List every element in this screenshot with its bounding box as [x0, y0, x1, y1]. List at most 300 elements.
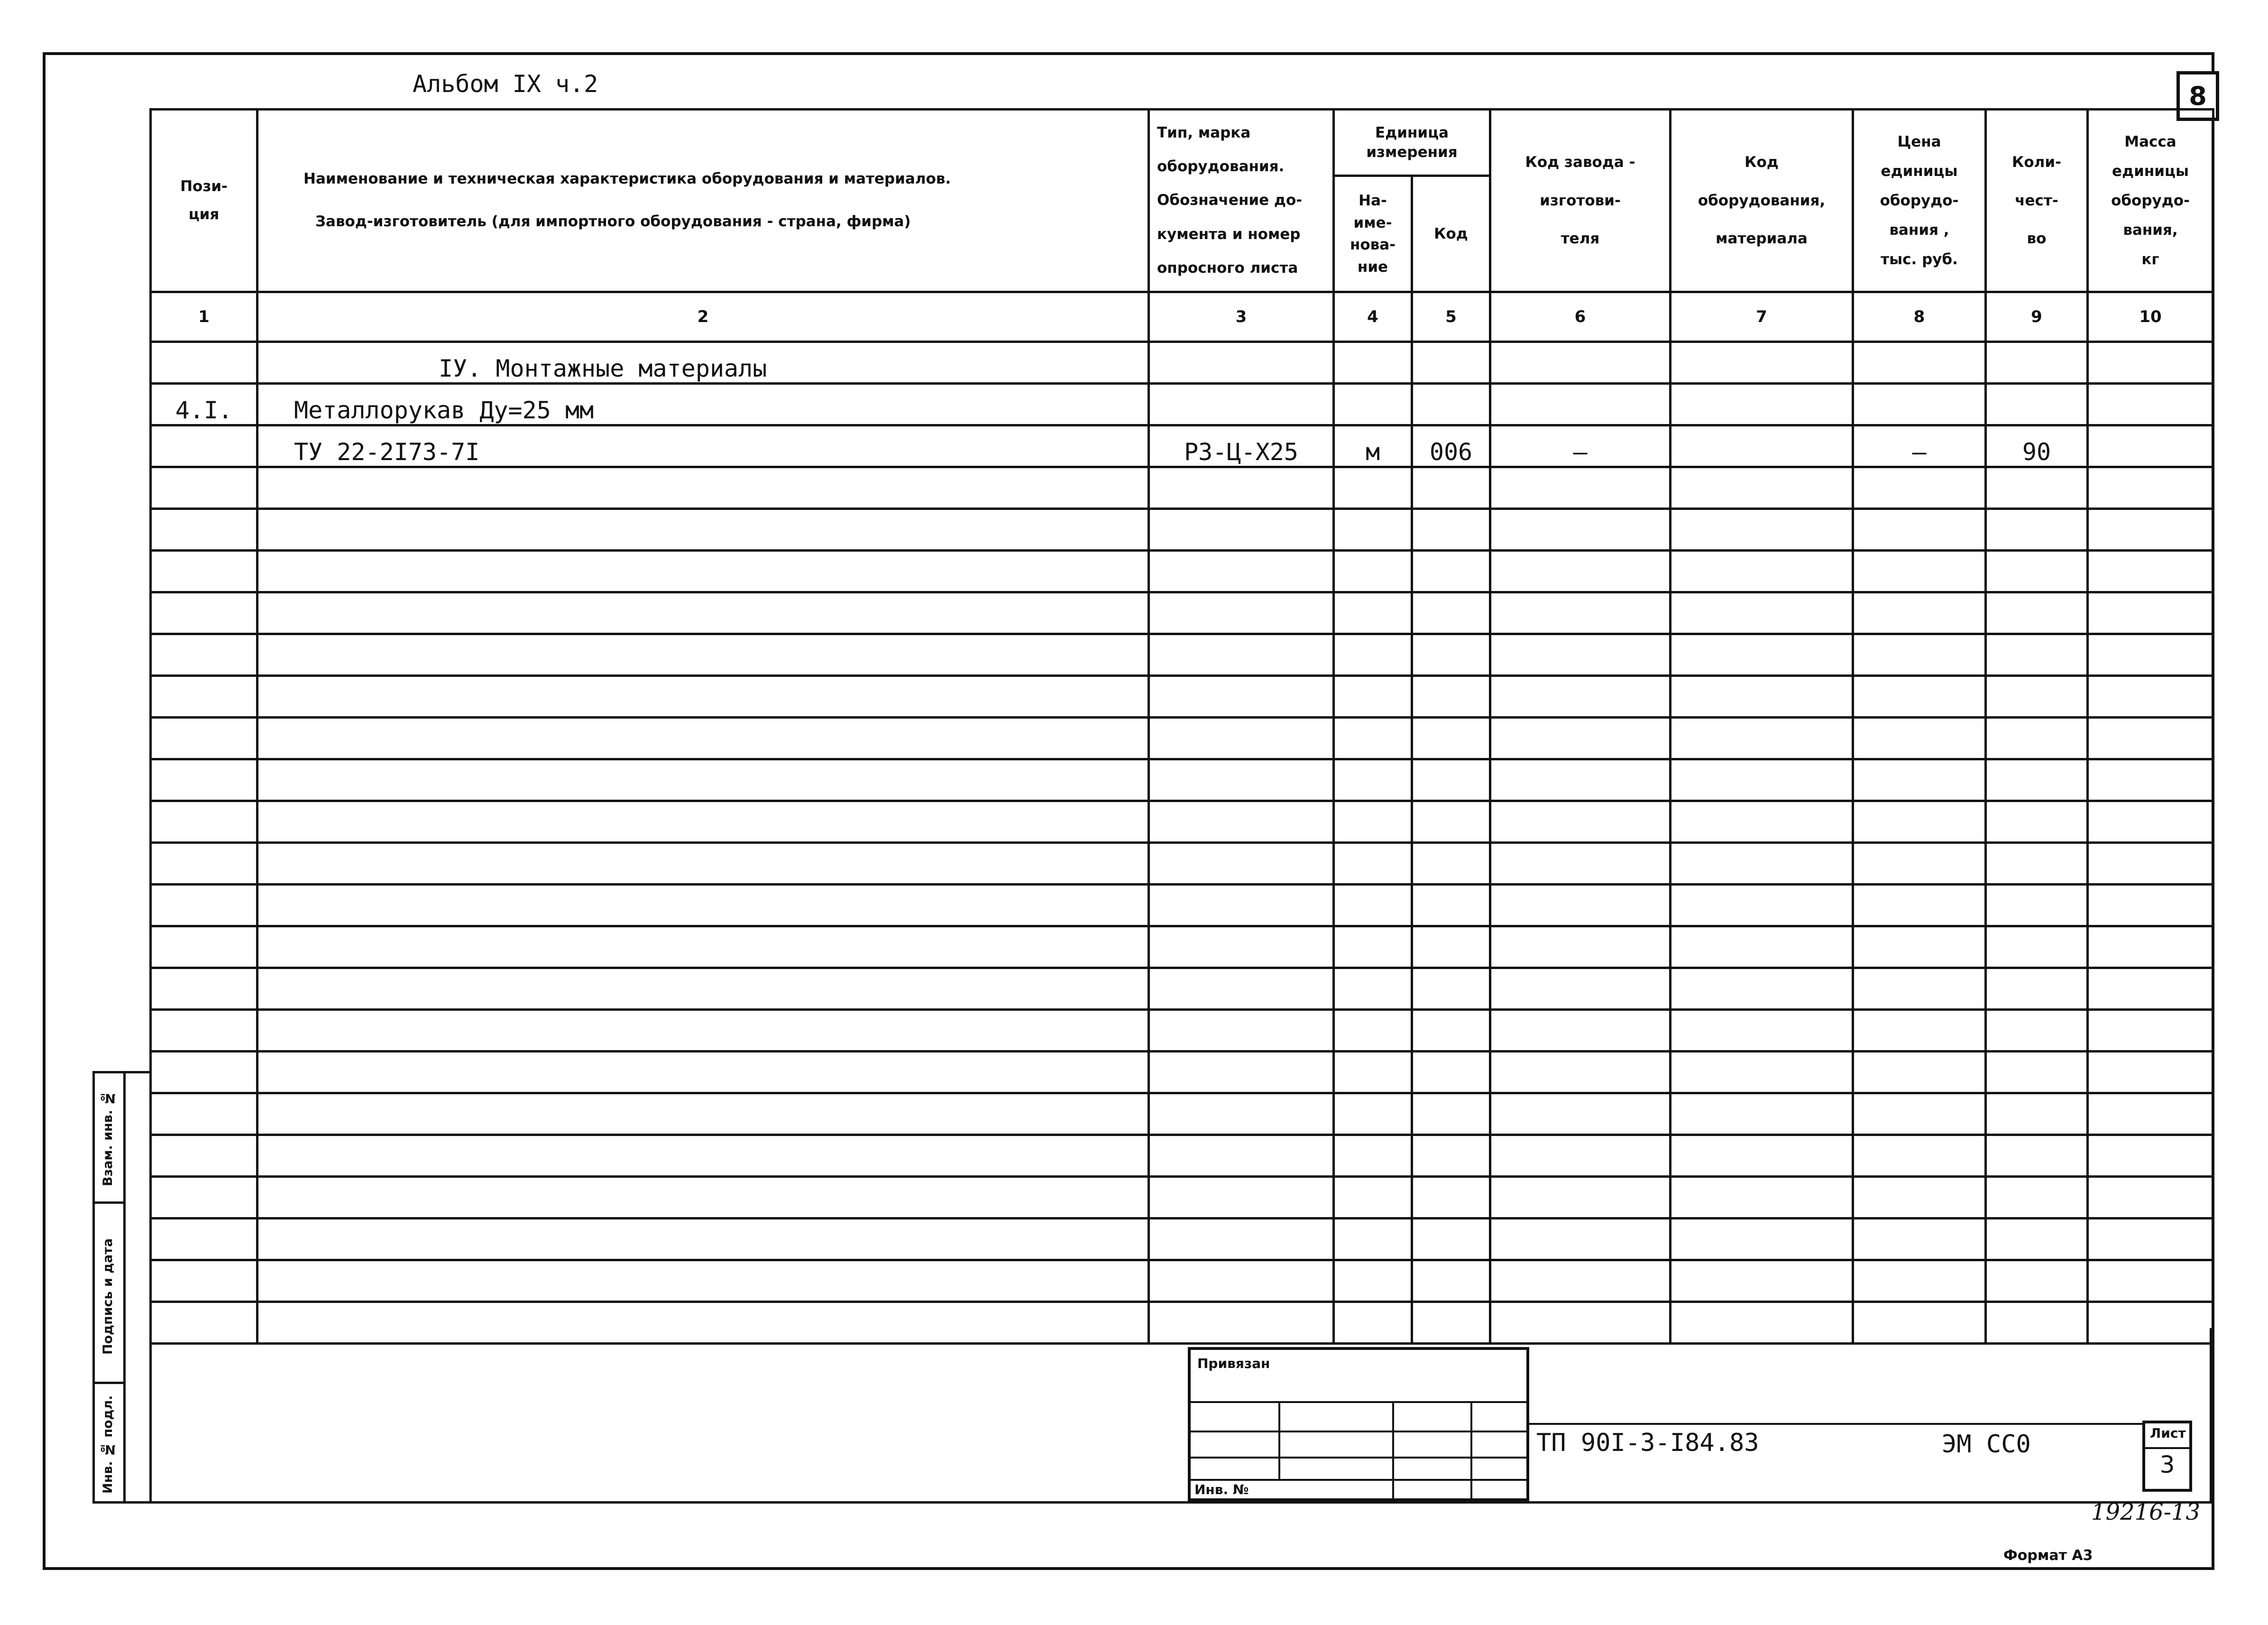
table-cell-2 [257, 1135, 1149, 1177]
album-title: Альбом IX ч.2 [413, 70, 598, 98]
table-row-empty [151, 759, 2213, 801]
stamp-line [1191, 1479, 1526, 1481]
table-cell-3 [1149, 592, 1334, 634]
col-number: 4 [1334, 292, 1412, 342]
table-cell-10 [2088, 968, 2213, 1010]
header-mass: Масса единицы оборудо- вания, кг [2088, 110, 2213, 292]
table-cell-1 [151, 885, 257, 926]
table-cell-8 [1853, 968, 1986, 1010]
table-cell-3 [1149, 342, 1334, 384]
table-cell-4 [1334, 968, 1412, 1010]
table-cell-5 [1412, 1052, 1490, 1093]
table-cell-9 [1986, 1177, 2088, 1219]
table-cell-10 [2088, 634, 2213, 676]
table-cell-9 [1986, 759, 2088, 801]
table-cell-6 [1490, 551, 1671, 592]
table-cell-3 [1149, 1052, 1334, 1093]
table-cell-9 [1986, 551, 2088, 592]
table-row [151, 342, 2213, 384]
table-cell-8 [1853, 759, 1986, 801]
table-cell-10 [2088, 342, 2213, 384]
table-cell-5 [1412, 843, 1490, 885]
table-cell-4 [1334, 718, 1412, 759]
table-cell-5 [1412, 926, 1490, 968]
table-cell-7 [1671, 676, 1853, 718]
table-cell-7 [1671, 968, 1853, 1010]
table-cell-3 [1149, 718, 1334, 759]
table-cell-4 [1334, 801, 1412, 843]
table-cell-5 [1412, 1093, 1490, 1135]
table-cell-10 [2088, 801, 2213, 843]
table-cell-6 [1490, 926, 1671, 968]
table-row-empty [151, 1219, 2213, 1260]
table-cell-2 [257, 759, 1149, 801]
table-cell-3 [1149, 1177, 1334, 1219]
table-cell-6 [1490, 843, 1671, 885]
format-label: Формат А3 [2003, 1547, 2093, 1564]
table-cell-2 [257, 968, 1149, 1010]
table-cell-1 [151, 1135, 257, 1177]
table-cell-10 [2088, 551, 2213, 592]
table-cell-10 [2088, 425, 2213, 467]
header-equipment-code: Код оборудования, материала [1671, 110, 1853, 292]
table-cell-1 [151, 926, 257, 968]
col-number: 9 [1986, 292, 2088, 342]
table-row-empty [151, 1093, 2213, 1135]
table-row [151, 384, 2213, 425]
table-cell-10 [2088, 384, 2213, 425]
stamp-divider [1392, 1401, 1394, 1502]
side-label-podpis: Подпись и дата [101, 1238, 115, 1355]
table-cell-1 [151, 1260, 257, 1302]
table-row-empty [151, 718, 2213, 759]
table-cell-2 [257, 1052, 1149, 1093]
table-cell-8 [1853, 1093, 1986, 1135]
stamp-divider [1470, 1401, 1472, 1502]
col-number: 3 [1149, 292, 1334, 342]
table-cell-3: РЗ-Ц-Х25 [1149, 425, 1334, 467]
table-cell-7 [1671, 467, 1853, 509]
table-cell-6 [1490, 1093, 1671, 1135]
table-cell-1 [151, 551, 257, 592]
table-cell-5 [1412, 1177, 1490, 1219]
table-cell-4 [1334, 926, 1412, 968]
table-cell-3 [1149, 885, 1334, 926]
table-cell-2 [257, 592, 1149, 634]
table-cell-1 [151, 718, 257, 759]
table-cell-5 [1412, 467, 1490, 509]
table-cell-10 [2088, 926, 2213, 968]
side-stamp-divider [123, 1073, 126, 1501]
table-cell-7 [1671, 759, 1853, 801]
header-name: Наименование и техническая характеристика оборудования и материалов. Завод-изготовитель (для импортного оборудования - страна, фирма) [257, 110, 1149, 292]
table-cell-5 [1412, 676, 1490, 718]
table-cell-1 [151, 1219, 257, 1260]
table-cell-1 [151, 425, 257, 467]
table-cell-2: IУ. Монтажные материалы [257, 342, 1149, 384]
col-number: 7 [1671, 292, 1853, 342]
table-cell-5 [1412, 592, 1490, 634]
table-cell-6: – [1490, 425, 1671, 467]
table-cell-10 [2088, 676, 2213, 718]
table-cell-9 [1986, 1135, 2088, 1177]
header-unit: Единица измерения [1334, 110, 1490, 176]
table-cell-9: 90 [1986, 425, 2088, 467]
header-row [151, 110, 2213, 176]
table-cell-10 [2088, 1219, 2213, 1260]
table-cell-7 [1671, 551, 1853, 592]
table-cell-5 [1412, 1010, 1490, 1052]
table-cell-10 [2088, 467, 2213, 509]
table-cell-4 [1334, 1052, 1412, 1093]
table-cell-8 [1853, 1260, 1986, 1302]
table-cell-1 [151, 759, 257, 801]
side-label-vzam: Взам. инв. № [101, 1090, 115, 1187]
title-line [1529, 1423, 2145, 1425]
list-number: 3 [2159, 1451, 2175, 1478]
table-cell-6 [1490, 384, 1671, 425]
list-line [2145, 1447, 2189, 1449]
table-cell-2 [257, 801, 1149, 843]
table-cell-4 [1334, 509, 1412, 551]
col-number: 8 [1853, 292, 1986, 342]
specification-table [149, 108, 2214, 1345]
col-number: 1 [151, 292, 257, 342]
table-cell-1 [151, 676, 257, 718]
table-cell-10 [2088, 592, 2213, 634]
table-cell-9 [1986, 509, 2088, 551]
table-cell-2 [257, 926, 1149, 968]
table-cell-6 [1490, 1052, 1671, 1093]
table-cell-2 [257, 634, 1149, 676]
header-factory-code: Код завода - изготови- теля [1490, 110, 1671, 292]
table-row-empty [151, 634, 2213, 676]
table-cell-8 [1853, 885, 1986, 926]
table-cell-2 [257, 1010, 1149, 1052]
table-cell-9 [1986, 342, 2088, 384]
table-cell-8 [1853, 676, 1986, 718]
table-cell-6 [1490, 885, 1671, 926]
table-cell-5: 006 [1412, 425, 1490, 467]
table-cell-7 [1671, 592, 1853, 634]
table-cell-2 [257, 1260, 1149, 1302]
table-cell-1 [151, 592, 257, 634]
table-cell-8 [1853, 509, 1986, 551]
table-cell-5 [1412, 885, 1490, 926]
title-block-area [149, 1328, 2212, 1504]
table-cell-1 [151, 634, 257, 676]
table-row-empty [151, 1260, 2213, 1302]
table-cell-5 [1412, 342, 1490, 384]
table-cell-1 [151, 968, 257, 1010]
table-cell-7 [1671, 885, 1853, 926]
table-cell-4 [1334, 1260, 1412, 1302]
document-mark: ЭМ СС0 [1942, 1430, 2031, 1459]
table-cell-7 [1671, 1010, 1853, 1052]
table-cell-10 [2088, 843, 2213, 885]
table-cell-10 [2088, 1177, 2213, 1219]
header-type: Тип, марка оборудования. Обозначение до- кумента и номер опросного листа [1149, 110, 1334, 292]
table-cell-8 [1853, 342, 1986, 384]
table-cell-2 [257, 1093, 1149, 1135]
table-row-empty [151, 467, 2213, 509]
table-cell-1 [151, 509, 257, 551]
table-cell-2 [257, 551, 1149, 592]
table-cell-7 [1671, 1135, 1853, 1177]
header-quantity: Коли- чест- во [1986, 110, 2088, 292]
table-cell-9 [1986, 801, 2088, 843]
table-cell-6 [1490, 1219, 1671, 1260]
table-cell-4 [1334, 634, 1412, 676]
side-stamp [92, 1071, 152, 1504]
table-cell-1 [151, 843, 257, 885]
table-cell-4 [1334, 342, 1412, 384]
table-cell-8 [1853, 926, 1986, 968]
table-cell-6 [1490, 467, 1671, 509]
table-cell-1 [151, 467, 257, 509]
table-cell-5 [1412, 801, 1490, 843]
table-cell-8 [1853, 1219, 1986, 1260]
stamp-divider [1278, 1401, 1280, 1479]
table-cell-7 [1671, 425, 1853, 467]
table-cell-9 [1986, 592, 2088, 634]
table-row-empty [151, 551, 2213, 592]
table-cell-9 [1986, 718, 2088, 759]
table-cell-7 [1671, 634, 1853, 676]
table-cell-2 [257, 509, 1149, 551]
table-cell-6 [1490, 801, 1671, 843]
table-cell-7 [1671, 718, 1853, 759]
table-cell-5 [1412, 1135, 1490, 1177]
table-cell-2 [257, 885, 1149, 926]
table-cell-3 [1149, 634, 1334, 676]
table-cell-8 [1853, 1177, 1986, 1219]
col-number: 6 [1490, 292, 1671, 342]
table-cell-9 [1986, 926, 2088, 968]
table-cell-7 [1671, 843, 1853, 885]
table-cell-5 [1412, 384, 1490, 425]
document-code: ТП 90I-3-I84.83 [1536, 1429, 1759, 1457]
table-cell-8: – [1853, 425, 1986, 467]
stamp-line [1191, 1457, 1526, 1459]
table-cell-10 [2088, 1260, 2213, 1302]
table-row [151, 425, 2213, 467]
table-cell-10 [2088, 509, 2213, 551]
table-cell-5 [1412, 1219, 1490, 1260]
table-cell-10 [2088, 1093, 2213, 1135]
table-cell-3 [1149, 509, 1334, 551]
table-cell-7 [1671, 1260, 1853, 1302]
table-cell-9 [1986, 968, 2088, 1010]
col-number: 10 [2088, 292, 2213, 342]
table-row-empty [151, 592, 2213, 634]
stamp-line [1191, 1401, 1526, 1403]
table-cell-6 [1490, 1010, 1671, 1052]
table-cell-4 [1334, 551, 1412, 592]
table-cell-7 [1671, 801, 1853, 843]
table-cell-5 [1412, 509, 1490, 551]
table-cell-8 [1853, 1135, 1986, 1177]
table-cell-9 [1986, 384, 2088, 425]
table-cell-8 [1853, 634, 1986, 676]
table-cell-6 [1490, 968, 1671, 1010]
table-cell-9 [1986, 467, 2088, 509]
table-cell-9 [1986, 885, 2088, 926]
table-cell-9 [1986, 1010, 2088, 1052]
table-row-empty [151, 509, 2213, 551]
table-cell-9 [1986, 676, 2088, 718]
table-cell-6 [1490, 634, 1671, 676]
table-cell-2: Металлорукав Ду=25 мм [257, 384, 1149, 425]
table-cell-6 [1490, 759, 1671, 801]
table-cell-3 [1149, 676, 1334, 718]
table-cell-7 [1671, 1219, 1853, 1260]
table-cell-8 [1853, 467, 1986, 509]
table-row-empty [151, 801, 2213, 843]
table-cell-8 [1853, 1052, 1986, 1093]
table-cell-3 [1149, 1260, 1334, 1302]
table-cell-6 [1490, 509, 1671, 551]
table-cell-9 [1986, 634, 2088, 676]
table-cell-1 [151, 1093, 257, 1135]
table-cell-6 [1490, 718, 1671, 759]
table-cell-7 [1671, 1052, 1853, 1093]
table-cell-3 [1149, 467, 1334, 509]
table-cell-1 [151, 1052, 257, 1093]
table-cell-1 [151, 342, 257, 384]
table-cell-6 [1490, 1135, 1671, 1177]
table-cell-1: 4.I. [151, 384, 257, 425]
table-cell-2 [257, 467, 1149, 509]
stamp-privyazan: Привязан [1197, 1356, 1270, 1371]
table-row-empty [151, 1010, 2213, 1052]
table-body [151, 342, 2213, 1344]
table-row-empty [151, 968, 2213, 1010]
table-row-empty [151, 1135, 2213, 1177]
table-cell-3 [1149, 926, 1334, 968]
table-cell-7 [1671, 1177, 1853, 1219]
table-cell-4 [1334, 843, 1412, 885]
column-number-row [151, 292, 2213, 342]
table-cell-4 [1334, 1219, 1412, 1260]
table-cell-6 [1490, 1260, 1671, 1302]
table-cell-3 [1149, 843, 1334, 885]
table-cell-2 [257, 718, 1149, 759]
table-cell-2: ТУ 22-2I73-7I [257, 425, 1149, 467]
table-cell-4 [1334, 676, 1412, 718]
sheet-number: 8 [2176, 71, 2219, 121]
table-cell-8 [1853, 592, 1986, 634]
table-cell-6 [1490, 1177, 1671, 1219]
table-cell-3 [1149, 551, 1334, 592]
table-cell-5 [1412, 551, 1490, 592]
table-row-empty [151, 885, 2213, 926]
table-cell-2 [257, 676, 1149, 718]
table-cell-4 [1334, 1177, 1412, 1219]
table-cell-8 [1853, 801, 1986, 843]
table-cell-3 [1149, 1010, 1334, 1052]
table-cell-10 [2088, 1135, 2213, 1177]
table-cell-1 [151, 801, 257, 843]
table-row-empty [151, 843, 2213, 885]
table-cell-4 [1334, 885, 1412, 926]
table-cell-8 [1853, 384, 1986, 425]
table-cell-4 [1334, 759, 1412, 801]
table-cell-4 [1334, 1010, 1412, 1052]
table-cell-1 [151, 1177, 257, 1219]
side-label-inv: Инв. № подл. [101, 1395, 115, 1494]
table-cell-3 [1149, 1219, 1334, 1260]
table-cell-4 [1334, 1093, 1412, 1135]
table-cell-4 [1334, 592, 1412, 634]
table-cell-3 [1149, 1093, 1334, 1135]
table-cell-3 [1149, 1135, 1334, 1177]
table-cell-4 [1334, 467, 1412, 509]
table-cell-9 [1986, 843, 2088, 885]
handwritten-number: 19216-13 [2091, 1499, 2200, 1525]
table-cell-7 [1671, 384, 1853, 425]
table-cell-3 [1149, 759, 1334, 801]
table-cell-10 [2088, 759, 2213, 801]
table-cell-2 [257, 1177, 1149, 1219]
table-cell-8 [1853, 843, 1986, 885]
sheet-list-box [2142, 1421, 2192, 1492]
header-unit-name: На- име- нова- ние [1334, 176, 1412, 292]
binding-stamp [1188, 1347, 1529, 1501]
table-cell-5 [1412, 759, 1490, 801]
table-cell-4 [1334, 384, 1412, 425]
col-number: 2 [257, 292, 1149, 342]
table-cell-7 [1671, 509, 1853, 551]
table-cell-1 [151, 1010, 257, 1052]
table-cell-7 [1671, 926, 1853, 968]
table-cell-6 [1490, 342, 1671, 384]
table-cell-5 [1412, 968, 1490, 1010]
table-row-empty [151, 676, 2213, 718]
col-number: 5 [1412, 292, 1490, 342]
table-cell-7 [1671, 1093, 1853, 1135]
table-cell-5 [1412, 1260, 1490, 1302]
table-cell-9 [1986, 1260, 2088, 1302]
table-cell-9 [1986, 1052, 2088, 1093]
table-cell-6 [1490, 592, 1671, 634]
stamp-inv: Инв. № [1194, 1482, 1249, 1497]
list-label: Лист [2150, 1425, 2186, 1441]
header-unit-code: Код [1412, 176, 1490, 292]
table-row-empty [151, 926, 2213, 968]
table-cell-8 [1853, 551, 1986, 592]
table-row-empty [151, 1177, 2213, 1219]
table-cell-3 [1149, 801, 1334, 843]
table-cell-4 [1334, 1135, 1412, 1177]
table-cell-7 [1671, 342, 1853, 384]
table-cell-6 [1490, 676, 1671, 718]
table-cell-3 [1149, 384, 1334, 425]
table-cell-9 [1986, 1093, 2088, 1135]
table-cell-10 [2088, 718, 2213, 759]
table-cell-4: м [1334, 425, 1412, 467]
table-cell-10 [2088, 885, 2213, 926]
header-price: Цена единицы оборудо- вания , тыс. руб. [1853, 110, 1986, 292]
table-cell-9 [1986, 1219, 2088, 1260]
stamp-line [1191, 1431, 1526, 1432]
table-cell-3 [1149, 968, 1334, 1010]
table-cell-10 [2088, 1010, 2213, 1052]
table-row-empty [151, 1052, 2213, 1093]
table-cell-10 [2088, 1052, 2213, 1093]
table-cell-8 [1853, 718, 1986, 759]
table-cell-5 [1412, 634, 1490, 676]
